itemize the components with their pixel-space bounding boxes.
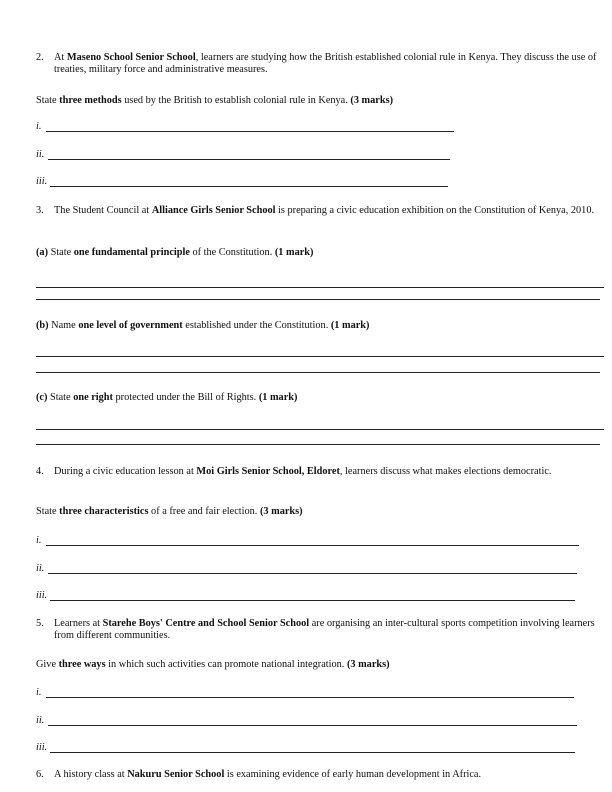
marks: (1 mark): [274, 247, 314, 258]
question-task: State three characteristics of a free and fair election. (3 marks): [36, 506, 303, 517]
question-5: [36, 618, 604, 643]
question-number: 3.: [36, 205, 44, 216]
answer-label: iii.: [36, 742, 48, 753]
school-name: Maseno School Senior School: [66, 52, 196, 63]
school-name: Alliance Girls Senior School: [151, 205, 276, 216]
question-number: 2.: [36, 52, 44, 63]
marks: (3 marks): [350, 95, 394, 106]
answer-label: i.: [36, 535, 42, 546]
question-stem: The Student Council at Alliance Girls Senior School is preparing a civic education exhibition on the Constitution of Kenya, 2010.: [54, 205, 595, 216]
school-name: Moi Girls Senior School, Eldoret: [196, 466, 340, 477]
question-stem: During a civic education lesson at Moi Girls Senior School, Eldoret, learners discuss what makes elections democratic.: [54, 466, 552, 477]
marks: (1 mark): [258, 392, 298, 403]
answer-label: ii.: [36, 149, 45, 160]
sub-question-b: (b) Name one level of government established under the Constitution. (1 mark): [36, 320, 370, 331]
school-name: Starehe Boys' Centre and School Senior School: [102, 618, 310, 629]
sub-question-c: (c) State one right protected under the Bill of Rights. (1 mark): [36, 392, 298, 403]
question-4: [36, 466, 604, 478]
answer-rule[interactable]: [36, 429, 604, 430]
answer-rule: [48, 573, 577, 574]
answer-rule: [46, 131, 454, 132]
question-stem: Learners at Starehe Boys' Centre and School Senior School are organising an inter-cultural sports competition involving learners from different communities.: [54, 618, 595, 642]
sub-question-a: (a) State one fundamental principle of the Constitution. (1 mark): [36, 247, 314, 258]
marks: (3 marks): [346, 659, 390, 670]
answer-rule: [50, 600, 575, 601]
answer-rule[interactable]: [36, 372, 600, 373]
question-task: State three methods used by the British to establish colonial rule in Kenya. (3 marks): [36, 95, 394, 106]
marks: (3 marks): [259, 506, 303, 517]
question-task: Give three ways in which such activities can promote national integration. (3 marks): [36, 659, 390, 670]
school-name: Nakuru Senior School: [127, 769, 225, 780]
question-2: [36, 52, 604, 77]
marks: (1 mark): [330, 320, 370, 331]
answer-label: i.: [36, 687, 42, 698]
answer-rule: [46, 545, 579, 546]
answer-rule[interactable]: [36, 299, 600, 300]
question-number: 6.: [36, 769, 44, 780]
question-3: [36, 205, 604, 217]
answer-rule: [48, 725, 577, 726]
question-number: 4.: [36, 466, 44, 477]
answer-rule[interactable]: [36, 444, 600, 445]
question-number: 5.: [36, 618, 44, 629]
answer-rule[interactable]: [36, 356, 604, 357]
answer-rule: [50, 752, 575, 753]
answer-label: iii.: [36, 176, 48, 187]
question-stem: A history class at Nakuru Senior School is examining evidence of early human development in Africa.: [54, 769, 482, 780]
question-stem: At Maseno School Senior School, learners are studying how the British established colonial rule in Kenya. They discuss the use of treaties, military force and administrative measures.: [54, 52, 597, 76]
answer-label: ii.: [36, 563, 45, 574]
answer-rule[interactable]: [36, 287, 604, 288]
answer-rule: [48, 159, 450, 160]
answer-rule: [46, 697, 574, 698]
answer-label: ii.: [36, 715, 45, 726]
answer-rule: [50, 186, 448, 187]
question-6: [36, 769, 604, 781]
answer-label: iii.: [36, 590, 48, 601]
answer-label: i.: [36, 121, 42, 132]
